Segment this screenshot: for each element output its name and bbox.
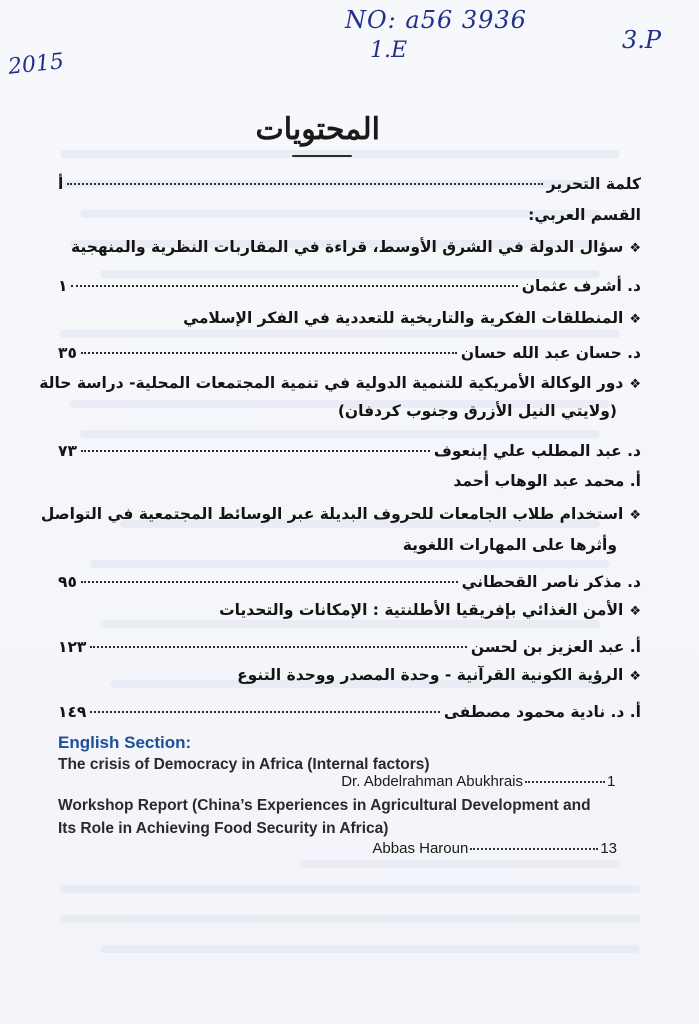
dot-leader [71, 285, 517, 287]
dot-leader [67, 183, 542, 185]
bleed-through-line [60, 330, 620, 338]
title-underline [292, 155, 352, 157]
bleed-through-line [100, 945, 640, 953]
dot-leader [81, 450, 430, 452]
toc-article-title: ❖الرؤية الكونية القرآنية - وحدة المصدر ووحدة التنوع [237, 666, 641, 684]
arabic-section-label: القسم العربي: [528, 206, 641, 224]
toc-english-title: The crisis of Democracy in Africa (Internal factors) [58, 756, 430, 773]
diamond-bullet-icon: ❖ [629, 241, 641, 256]
toc-english-title: Workshop Report (China’s Experiences in Agricultural Development and [58, 797, 591, 814]
toc-page-number: ١ [58, 277, 68, 295]
dot-leader [81, 581, 458, 583]
dot-leader [81, 352, 457, 354]
toc-page-number: 1 [607, 773, 616, 790]
bleed-through-line [60, 885, 640, 893]
toc-coauthor: أ. محمد عبد الوهاب أحمد [453, 472, 641, 490]
toc-english-author-line [58, 773, 617, 790]
toc-author: أ. عبد العزيز بن لحسن [470, 638, 641, 656]
toc-english-title-continued: Its Role in Achieving Food Security in Africa) [58, 820, 389, 837]
bleed-through-line [300, 860, 620, 868]
toc-author-line [58, 703, 641, 721]
toc-page-number: ٧٣ [58, 442, 77, 460]
toc-author-line [58, 344, 641, 362]
diamond-bullet-icon: ❖ [629, 312, 641, 327]
toc-author: د. أشرف عثمان [521, 277, 641, 295]
toc-author-line [58, 638, 641, 656]
toc-page-number: أ [58, 175, 64, 193]
toc-author-line [58, 277, 641, 295]
dot-leader [90, 646, 466, 648]
diamond-bullet-icon: ❖ [629, 669, 641, 684]
toc-page-number: ١٤٩ [58, 703, 87, 721]
handwritten-catalog-number: NO: a56 3936 [345, 6, 527, 34]
page-title: المحتويات [255, 112, 380, 147]
english-section-heading: English Section: [58, 733, 192, 752]
dot-leader [525, 781, 605, 783]
bleed-through-line [90, 560, 610, 568]
toc-article-title: ❖المنطلقات الفكرية والتاريخية للتعددية في الفكر الإسلامي [183, 309, 641, 327]
dot-leader [90, 711, 440, 713]
bleed-through-line [80, 210, 600, 218]
toc-page-number: 13 [600, 840, 617, 857]
toc-entry-title: كلمة التحرير [546, 175, 641, 193]
diamond-bullet-icon: ❖ [629, 377, 641, 392]
handwritten-page-ref: 3.P [622, 26, 662, 54]
toc-article-title: ❖دور الوكالة الأمريكية للتنمية الدولية في تنمية المجتمعات المحلية- دراسة حالة [39, 374, 641, 392]
toc-page-number: ٩٥ [58, 573, 77, 591]
toc-author: د. حسان عبد الله حسان [460, 344, 641, 362]
bleed-through-line [60, 915, 640, 923]
toc-article-title: ❖استخدام طلاب الجامعات للحروف البديلة عبر الوسائط المجتمعية في التواصل [40, 505, 641, 523]
handwritten-code: 1.E [370, 38, 408, 63]
toc-article-title-continued: (ولايتي النيل الأزرق وجنوب كردفان) [337, 402, 617, 420]
toc-author: د. عبد المطلب علي إبنعوف [433, 442, 641, 460]
toc-author: د. مذكر ناصر القحطاني [461, 573, 641, 591]
toc-author: Abbas Haroun [372, 840, 469, 857]
diamond-bullet-icon: ❖ [629, 604, 641, 619]
bleed-through-line [100, 620, 600, 628]
toc-author-line [58, 573, 641, 591]
handwritten-year: 2015 [6, 49, 66, 80]
toc-english-author-line [58, 840, 617, 857]
toc-entry-editorial [58, 175, 641, 193]
dot-leader [470, 848, 598, 850]
toc-author: Dr. Abdelrahman Abukhrais [341, 773, 523, 790]
toc-author: أ. د. نادية محمود مصطفى [443, 703, 641, 721]
toc-page-number: ٣٥ [58, 344, 77, 362]
toc-article-title: ❖سؤال الدولة في الشرق الأوسط، قراءة في المقاربات النظرية والمنهجية [70, 238, 641, 256]
toc-page-number: ١٢٣ [58, 638, 87, 656]
toc-article-title-continued: وأثرها على المهارات اللغوية [402, 536, 617, 554]
diamond-bullet-icon: ❖ [629, 508, 641, 523]
toc-article-title: ❖الأمن الغذائي بإفريقيا الأطلنتية : الإمكانات والتحديات [219, 601, 641, 619]
toc-author-line [58, 442, 641, 460]
bleed-through-line [80, 430, 600, 438]
